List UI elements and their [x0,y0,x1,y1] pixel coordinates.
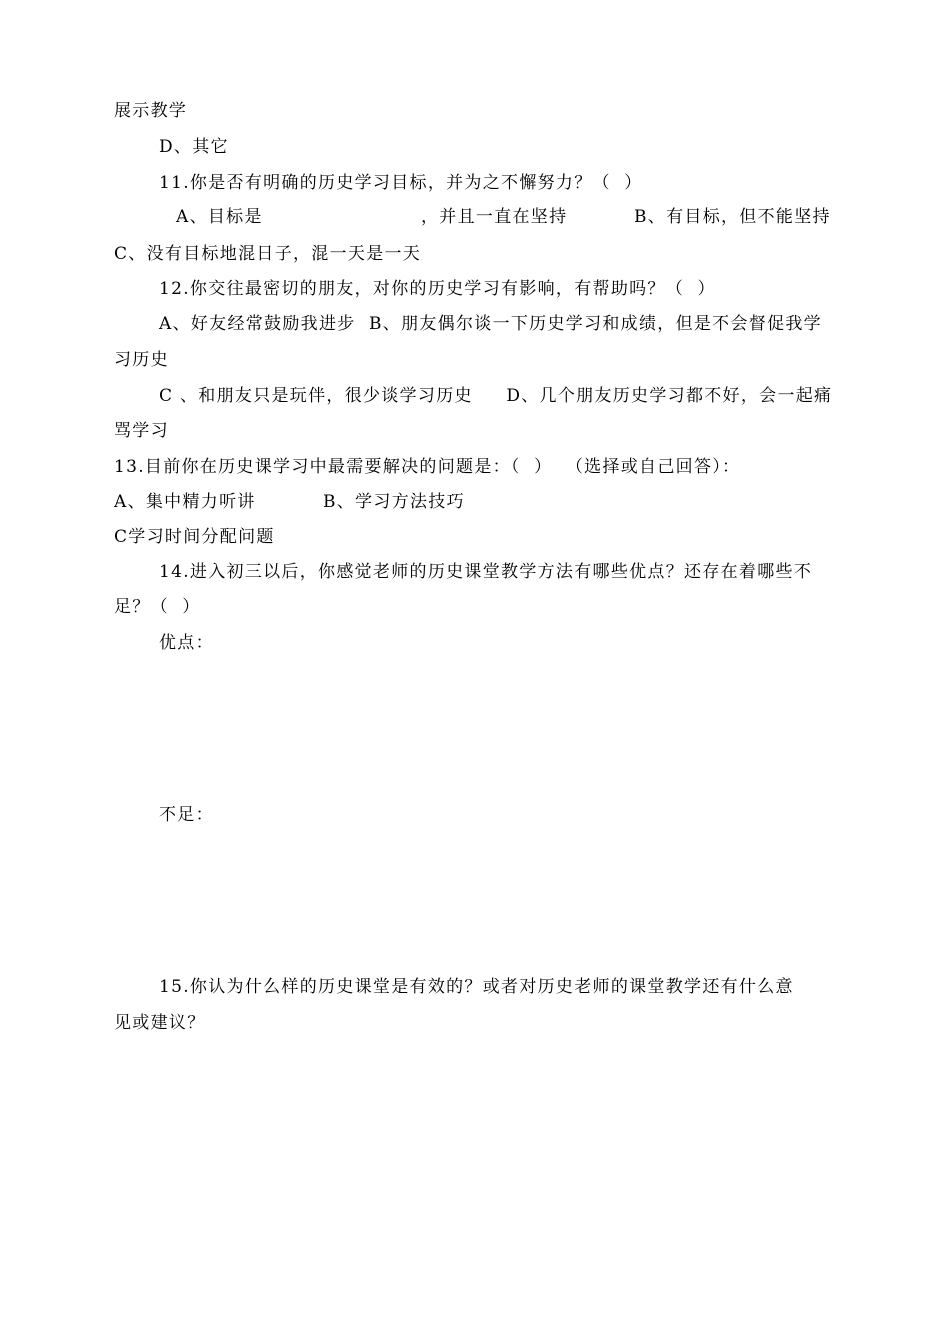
q12-options-ab-cont: 习历史 [114,350,169,370]
q14-advantages-label: 优点： [159,633,214,653]
q11-option-b: B、有目标，但不能坚持 [634,207,831,227]
continuation-text: 展示教学 [114,101,188,121]
question-15: 15.你认为什么样的历史课堂是有效的？或者对历史老师的课堂教学还有什么意 [159,977,794,997]
q13-option-c: C学习时间分配问题 [114,527,275,547]
question-15-cont: 见或建议？ [114,1013,206,1033]
question-14-cont: 足？（ ） [114,597,201,617]
q13-option-a: A、集中精力听讲 [114,492,256,512]
q12-options-ab: A、好友经常鼓励我进步 B、朋友偶尔谈一下历史学习和成绩，但是不会督促我学 [159,314,822,334]
q11-option-a: A、目标是 [176,207,263,227]
q14-shortcomings-label: 不足： [159,805,214,825]
q11-option-a-cont: ，并且一直在坚持 [421,207,568,227]
q10-option-d: D、其它 [159,137,229,157]
q12-options-cd: C 、和朋友只是玩伴，很少谈学习历史 D、几个朋友历史学习都不好，会一起痛 [159,386,833,406]
question-11: 11.你是否有明确的历史学习目标，并为之不懈努力？（ ） [159,173,643,193]
question-13: 13.目前你在历史课学习中最需要解决的问题是：（ ） （选择或自己回答）： [114,457,741,477]
q13-option-b: B、学习方法技巧 [323,492,465,512]
q11-option-c: C、没有目标地混日子，混一天是一天 [114,244,422,264]
question-12: 12.你交往最密切的朋友，对你的历史学习有影响，有帮助吗？（ ） [159,279,716,299]
q12-options-cd-cont: 骂学习 [114,421,169,441]
question-14: 14.进入初三以后，你感觉老师的历史课堂教学方法有哪些优点？还存在着哪些不 [159,562,813,582]
